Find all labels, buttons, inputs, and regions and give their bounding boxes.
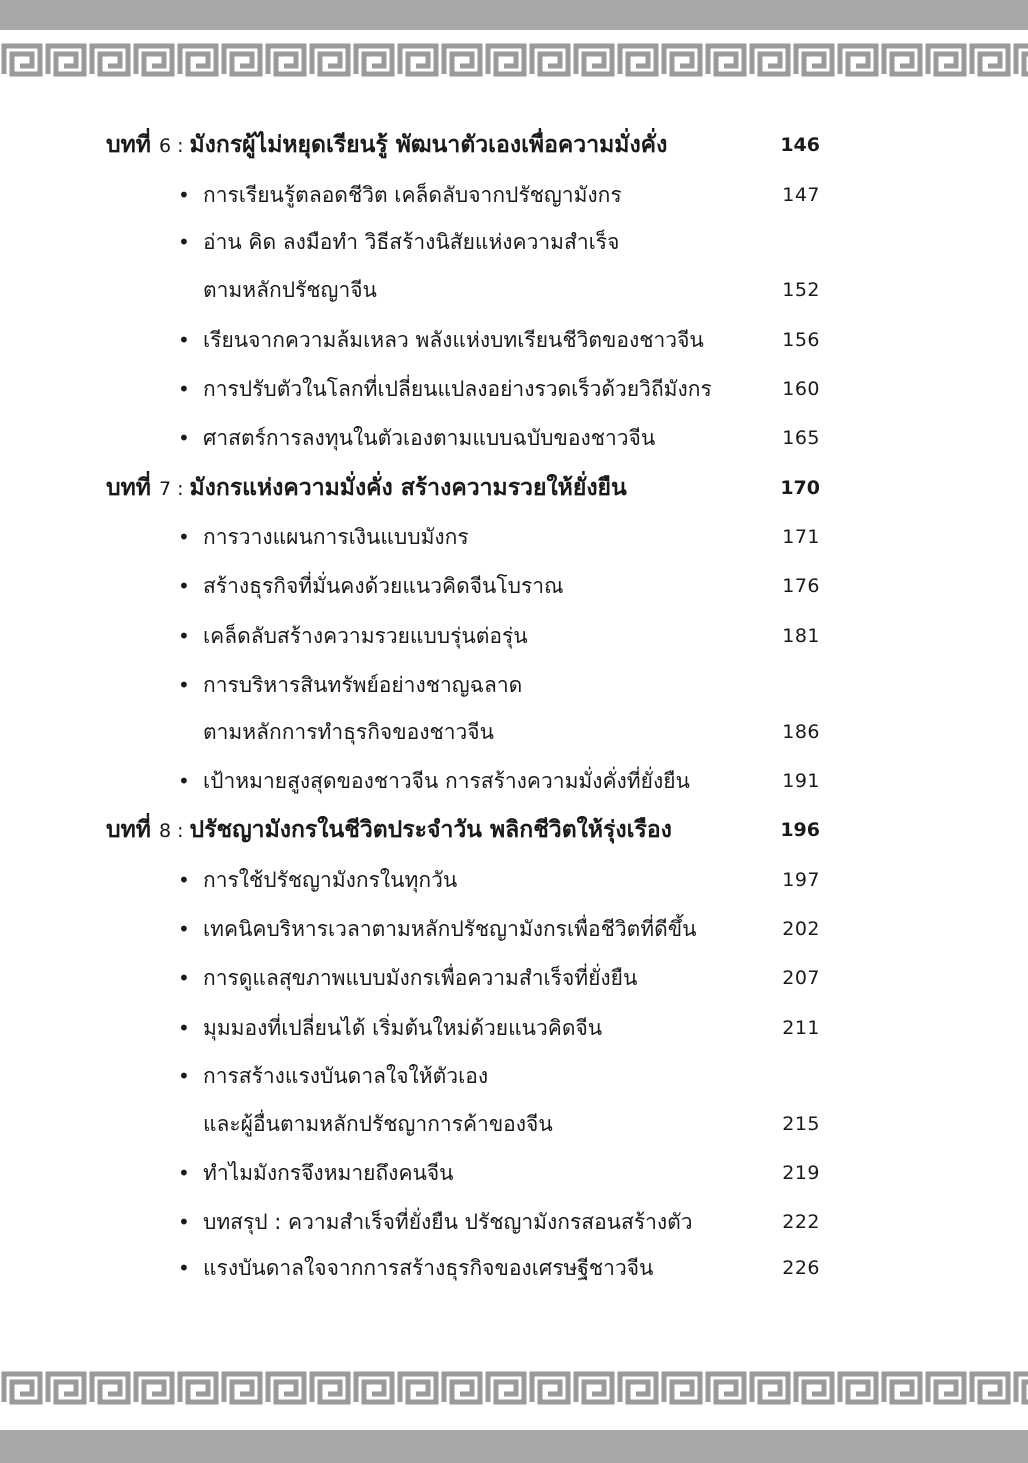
chapter-page-number: 146 [780,134,820,156]
toc-entry-page-number: 181 [782,625,820,647]
chapter-page-number: 196 [780,819,820,841]
toc-entry-text: และผู้อื่นตามหลักปรัชญาการค้าของจีน [203,1112,553,1136]
toc-entry-text: ตามหลักปรัชญาจีน [203,278,377,302]
chapter-number: 8 [158,820,172,842]
bullet-icon: • [178,574,190,598]
toc-entry-text: ตามหลักการทำธุรกิจของชาวจีน [203,720,494,744]
toc-entry-text: แรงบันดาลใจจากการสร้างธุรกิจของเศรษฐีชาวจีน [203,1256,654,1280]
toc-entry[interactable] [0,761,1028,801]
toc-entry-page-number: 191 [782,770,820,792]
toc-entry[interactable] [0,712,1028,752]
toc-entry[interactable] [0,418,1028,458]
chapter-heading-6[interactable] [0,125,1028,165]
chapter-title: ปรัชญามังกรในชีวิตประจำวัน พลิกชีวิตให้รุ่งเรือง [189,817,672,843]
bullet-icon: • [178,868,190,892]
bullet-icon: • [178,426,190,450]
toc-entry-page-number: 219 [782,1162,820,1184]
chapter-heading-7[interactable] [0,468,1028,508]
toc-entry[interactable] [0,1153,1028,1193]
toc-entry-page-number: 156 [782,329,820,351]
toc-entry-text: การดูแลสุขภาพแบบมังกรเพื่อความสำเร็จที่ยั่งยืน [203,966,638,990]
top-greek-key-border [0,40,1028,80]
toc-entry-text: การสร้างแรงบันดาลใจให้ตัวเอง [203,1064,489,1088]
toc-entry-text: บทสรุป : ความสำเร็จที่ยั่งยืน ปรัชญามังกรสอนสร้างตัว [203,1210,693,1234]
bullet-icon: • [178,1210,190,1234]
chapter-number: 7 [158,478,172,500]
bullet-icon: • [178,1016,190,1040]
chapter-heading-8[interactable] [0,810,1028,850]
bullet-icon: • [178,966,190,990]
toc-entry-text: การใช้ปรัชญามังกรในทุกวัน [203,868,458,892]
chapter-prefix: บทที่ [106,817,151,843]
toc-entry[interactable] [0,1104,1028,1144]
bullet-icon: • [178,1064,190,1088]
toc-entry-text: อ่าน คิด ลงมือทำ วิธีสร้างนิสัยแห่งความสำเร็จ [203,230,620,254]
chapter-page-number: 170 [780,477,820,499]
toc-entry-page-number: 160 [782,378,820,400]
bullet-icon: • [178,377,190,401]
chapter-colon: : [171,478,190,500]
toc-entry[interactable] [0,616,1028,656]
toc-entry-text: การปรับตัวในโลกที่เปลี่ยนแปลงอย่างรวดเร็วด้วยวิถีมังกร [203,377,712,401]
chapter-colon: : [171,135,190,157]
toc-entry-text: เป้าหมายสูงสุดของชาวจีน การสร้างความมั่งคั่งที่ยั่งยืน [203,769,690,793]
toc-entry-text: ทำไมมังกรจึงหมายถึงคนจีน [203,1161,454,1185]
toc-entry-page-number: 211 [782,1017,820,1039]
toc-entry-page-number: 176 [782,575,820,597]
chapter-title: มังกรผู้ไม่หยุดเรียนรู้ พัฒนาตัวเองเพื่อความมั่งคั่ง [189,132,668,158]
bullet-icon: • [178,673,190,697]
toc-entry-text: การเรียนรู้ตลอดชีวิต เคล็ดลับจากปรัชญามังกร [203,183,622,207]
toc-entry[interactable] [0,1248,1028,1288]
toc-entry-page-number: 186 [782,721,820,743]
toc-entry[interactable] [0,860,1028,900]
bullet-icon: • [178,624,190,648]
toc-entry[interactable] [0,665,1028,705]
toc-entry-page-number: 202 [782,918,820,940]
toc-entry-page-number: 215 [782,1113,820,1135]
bullet-icon: • [178,230,190,254]
toc-entry[interactable] [0,369,1028,409]
chapter-prefix: บทที่ [106,475,151,501]
toc-entry[interactable] [0,270,1028,310]
toc-entry[interactable] [0,1202,1028,1242]
toc-entry-page-number: 165 [782,427,820,449]
toc-entry[interactable] [0,175,1028,215]
bottom-band [0,1430,1028,1463]
toc-entry-text: เทคนิคบริหารเวลาตามหลักปรัชญามังกรเพื่อชีวิตที่ดีขึ้น [203,917,697,941]
toc-entry[interactable] [0,566,1028,606]
toc-entry-page-number: 207 [782,967,820,989]
toc-entry[interactable] [0,320,1028,360]
toc-entry[interactable] [0,909,1028,949]
toc-entry-page-number: 197 [782,869,820,891]
toc-entry-text: เคล็ดลับสร้างความรวยแบบรุ่นต่อรุ่น [203,624,528,648]
bullet-icon: • [178,525,190,549]
bullet-icon: • [178,1256,190,1280]
toc-entry-page-number: 222 [782,1211,820,1233]
toc-entry-text: ศาสตร์การลงทุนในตัวเองตามแบบฉบับของชาวจีน [203,426,656,450]
chapter-number: 6 [158,135,172,157]
bullet-icon: • [178,917,190,941]
toc-entry[interactable] [0,1056,1028,1096]
bullet-icon: • [178,769,190,793]
chapter-title: มังกรแห่งความมั่งคั่ง สร้างความรวยให้ยั่งยืน [189,475,627,501]
toc-entry-text: สร้างธุรกิจที่มั่นคงด้วยแนวคิดจีนโบราณ [203,574,564,598]
toc-entry-page-number: 147 [782,184,820,206]
toc-entry[interactable] [0,1008,1028,1048]
chapter-prefix: บทที่ [106,132,151,158]
toc-entry[interactable] [0,517,1028,557]
toc-entry[interactable] [0,222,1028,262]
toc-entry-text: การบริหารสินทรัพย์อย่างชาญฉลาด [203,673,523,697]
toc-entry-page-number: 152 [782,279,820,301]
toc-entry[interactable] [0,958,1028,998]
bullet-icon: • [178,183,190,207]
bullet-icon: • [178,1161,190,1185]
toc-entry-text: มุมมองที่เปลี่ยนได้ เริ่มต้นใหม่ด้วยแนวคิดจีน [203,1016,603,1040]
toc-entry-text: เรียนจากความล้มเหลว พลังแห่งบทเรียนชีวิตของชาวจีน [203,328,704,352]
chapter-colon: : [171,820,190,842]
bottom-greek-key-border [0,1368,1028,1408]
toc-entry-page-number: 226 [782,1257,820,1279]
toc-entry-page-number: 171 [782,526,820,548]
bullet-icon: • [178,328,190,352]
top-band [0,0,1028,30]
toc-entry-text: การวางแผนการเงินแบบมังกร [203,525,469,549]
